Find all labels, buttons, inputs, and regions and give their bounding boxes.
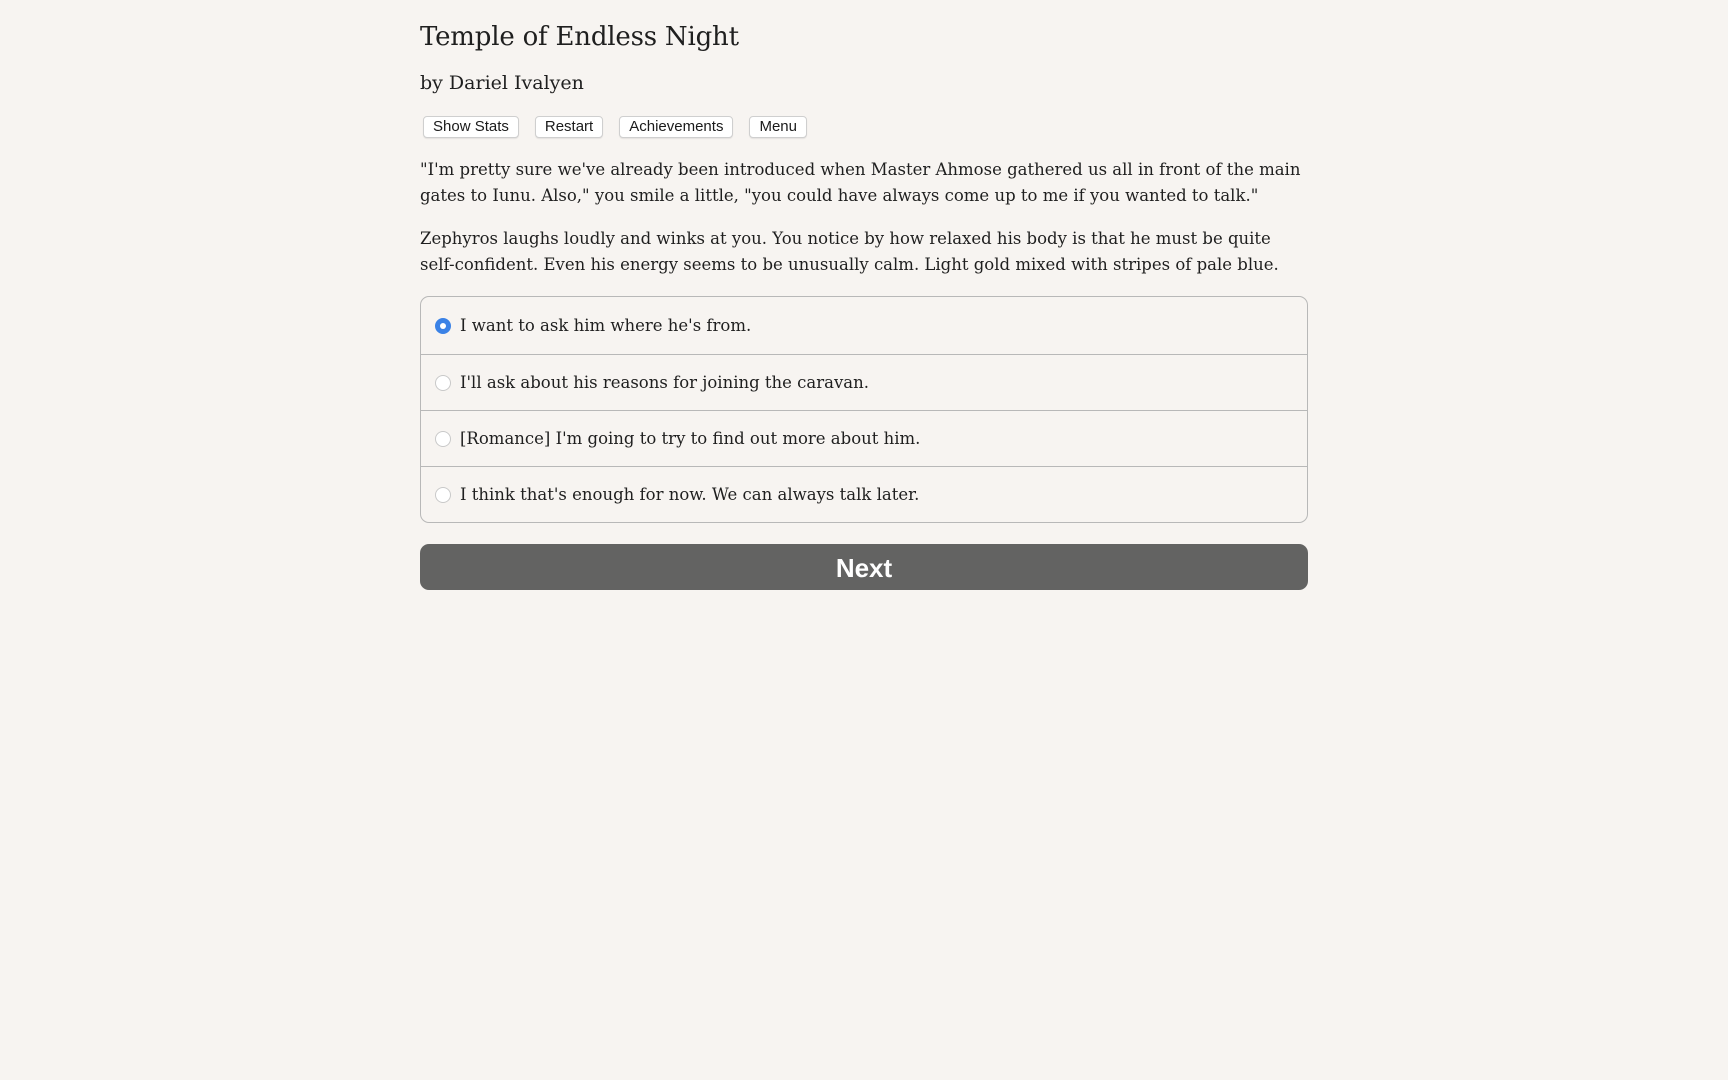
choice-option-1[interactable] [421,297,1307,354]
choice-label: I'll ask about his reasons for joining the caravan. [460,373,870,392]
restart-button[interactable]: Restart [535,116,603,138]
menu-button[interactable]: Menu [749,116,807,138]
choice-label: I think that's enough for now. We can always talk later. [460,485,920,504]
game-title: Temple of Endless Night [420,22,739,52]
toolbar [423,116,807,138]
choice-label: [Romance] I'm going to try to find out more about him. [460,429,921,448]
choice-option-3[interactable] [421,410,1307,466]
radio-unselected-icon[interactable] [435,375,451,391]
story-paragraph: Zephyros laughs loudly and winks at you. You notice by how relaxed his body is that he must be quite self-confident. Even his energy seems to be unusually calm. Light gold mixed with stripes of pale blue. [420,229,1279,274]
choice-option-2[interactable] [421,354,1307,410]
story-paragraph: "I'm pretty sure we've already been introduced when Master Ahmose gathered us all in front of the main gates to Iunu. Also," you smile a little, "you could have always come up to me if you wanted to talk." [420,160,1301,205]
choice-option-4[interactable] [421,466,1307,522]
show-stats-button[interactable]: Show Stats [423,116,519,138]
achievements-button[interactable]: Achievements [619,116,733,138]
choice-list [420,296,1308,523]
game-author: by Dariel Ivalyen [420,72,584,94]
radio-selected-icon[interactable] [435,318,451,334]
next-button[interactable]: Next [420,544,1308,590]
radio-unselected-icon[interactable] [435,431,451,447]
radio-unselected-icon[interactable] [435,487,451,503]
choice-label: I want to ask him where he's from. [460,316,752,335]
